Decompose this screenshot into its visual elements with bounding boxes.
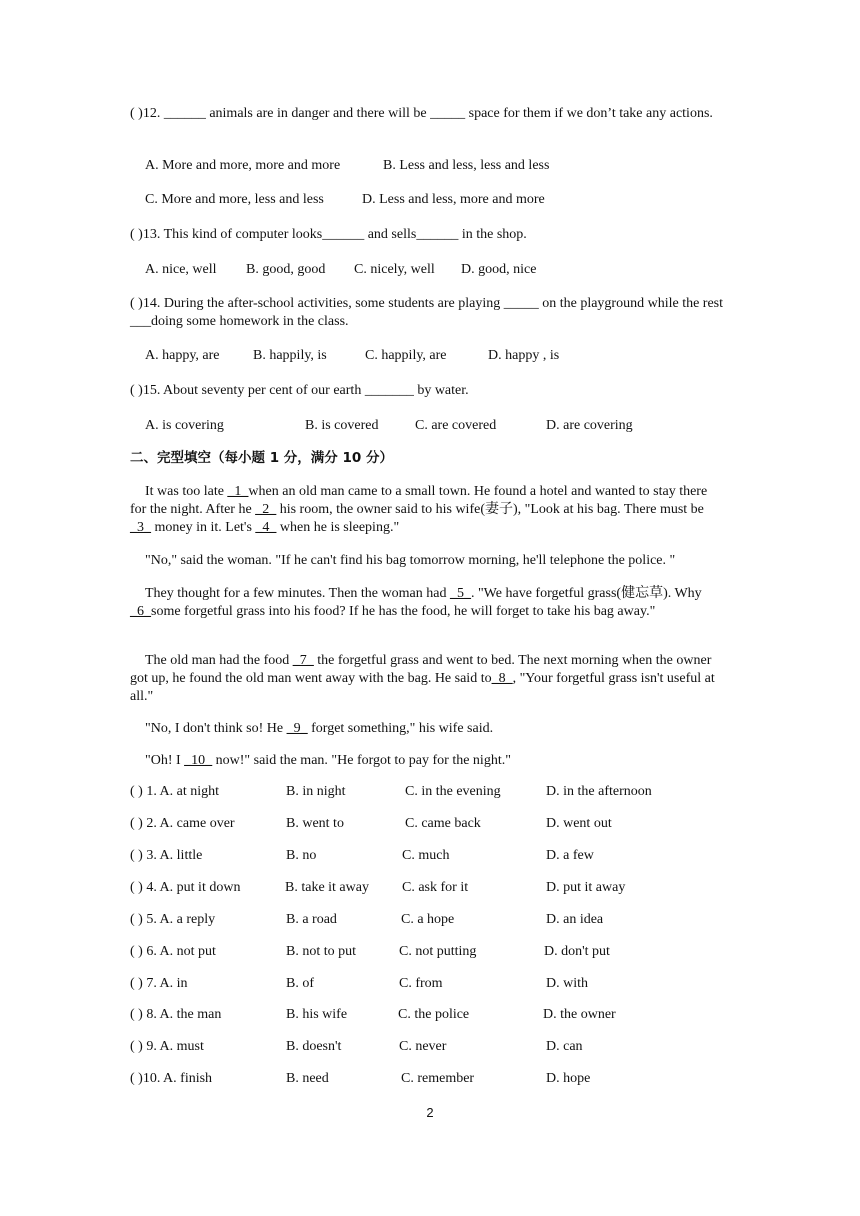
cloze-q2-option-d: D. went out bbox=[546, 816, 612, 831]
cloze-q3-option-b: B. no bbox=[286, 848, 317, 863]
cloze-q1-option-c: C. in the evening bbox=[405, 784, 501, 799]
cloze-q10-option-c: C. remember bbox=[401, 1071, 475, 1086]
q13-option-b: B. good, good bbox=[246, 262, 326, 277]
cloze-q10-option-b: B. need bbox=[286, 1071, 329, 1086]
q14-option-c: C. happily, are bbox=[365, 348, 447, 363]
q13-option-d: D. good, nice bbox=[461, 262, 537, 277]
cloze-q10-option-d: D. hope bbox=[546, 1071, 591, 1086]
q12-option-a: A. More and more, more and more bbox=[145, 158, 341, 173]
blank-6: _6_ bbox=[130, 604, 151, 619]
blank-7: _7_ bbox=[292, 653, 314, 668]
passage-text: "No, I don't think so! He bbox=[145, 721, 287, 736]
blank-5: _5_ bbox=[449, 586, 471, 601]
cloze-q9-option-c: C. never bbox=[399, 1039, 447, 1054]
question-15-stem: ( )15. About seventy per cent of our earth _______ by water. bbox=[130, 383, 469, 398]
passage-text: his room, the owner said to his wife(妻子), "Look at his bag. There must be bbox=[276, 502, 704, 517]
section-2-heading: 二、完型填空（每小题 1 分，满分 10 分） bbox=[130, 450, 393, 466]
q12-option-b: B. Less and less, less and less bbox=[383, 158, 550, 173]
passage-text: They thought for a few minutes. Then the woman had bbox=[145, 586, 450, 601]
q14-option-d: D. happy , is bbox=[488, 348, 560, 363]
cloze-q1-option-d: D. in the afternoon bbox=[546, 784, 652, 799]
cloze-q6-option-b: B. not to put bbox=[286, 944, 357, 959]
cloze-q2-option-b: B. went to bbox=[286, 816, 344, 831]
cloze-q3-option-c: C. much bbox=[402, 848, 450, 863]
blank-3: _3_ bbox=[130, 520, 151, 535]
q13-option-c: C. nicely, well bbox=[354, 262, 435, 277]
passage-paragraph-2: "No," said the woman. "If he can't find his bag tomorrow morning, he'll telephone the police. " bbox=[145, 553, 676, 568]
q13-option-a: A. nice, well bbox=[145, 262, 217, 277]
cloze-q1-option-b: B. in night bbox=[286, 784, 346, 799]
blank-8: _8_ bbox=[491, 671, 513, 686]
question-14-stem: ( )14. During the after-school activities, some students are playing _____ on the playground while the rest ___doing some homework in the class. bbox=[130, 296, 724, 329]
passage-paragraph-5 bbox=[130, 720, 725, 738]
cloze-q3-option-a: ( ) 3. A. little bbox=[130, 848, 203, 863]
cloze-q6-option-d: D. don't put bbox=[544, 944, 610, 959]
cloze-q4-option-d: D. put it away bbox=[546, 880, 626, 895]
passage-text: , "Your forgetful grass isn't useful at all." bbox=[130, 671, 715, 704]
passage-text: . "We have forgetful grass(健忘草). Why bbox=[470, 586, 702, 601]
q12-option-d: D. Less and less, more and more bbox=[362, 192, 545, 207]
q12-option-c: C. More and more, less and less bbox=[145, 192, 324, 207]
cloze-q5-option-a: ( ) 5. A. a reply bbox=[130, 912, 216, 927]
cloze-q5-option-d: D. an idea bbox=[546, 912, 604, 927]
q14-option-b: B. happily, is bbox=[253, 348, 327, 363]
blank-9: _9_ bbox=[286, 721, 308, 736]
cloze-q6-option-a: ( ) 6. A. not put bbox=[130, 944, 216, 959]
q15-option-c: C. are covered bbox=[415, 418, 497, 433]
passage-paragraph-3 bbox=[130, 585, 725, 621]
passage-text: some forgetful grass into his food? If he has the food, he will forget to take his bag away." bbox=[151, 604, 656, 619]
cloze-q7-option-a: ( ) 7. A. in bbox=[130, 976, 188, 991]
passage-paragraph-6 bbox=[130, 752, 725, 770]
blank-4: _4_ bbox=[255, 520, 277, 535]
q15-option-a: A. is covering bbox=[145, 418, 224, 433]
cloze-q7-option-d: D. with bbox=[546, 976, 588, 991]
passage-text: the forgetful grass and went to bed. The next morning when the owner got up, he found the old man went away with the bag. He said to bbox=[130, 653, 712, 686]
cloze-q8-option-c: C. the police bbox=[398, 1007, 470, 1022]
cloze-q7-option-c: C. from bbox=[399, 976, 443, 991]
passage-text: "Oh! I bbox=[145, 753, 185, 768]
passage-text: It was too late bbox=[145, 484, 228, 499]
passage-text: when an old man came to a small town. He found a hotel and wanted to stay there for the night. After he bbox=[130, 484, 708, 517]
cloze-q4-option-b: B. take it away bbox=[285, 880, 369, 895]
q15-option-b: B. is covered bbox=[305, 418, 379, 433]
question-12-stem: ( )12. ______ animals are in danger and there will be _____ space for them if we don’t take any actions. bbox=[130, 106, 713, 121]
q15-option-d: D. are covering bbox=[546, 418, 633, 433]
cloze-q4-option-c: C. ask for it bbox=[402, 880, 469, 895]
question-13-stem: ( )13. This kind of computer looks______ and sells______ in the shop. bbox=[130, 227, 527, 242]
cloze-q10-option-a: ( )10. A. finish bbox=[130, 1071, 213, 1086]
cloze-q2-option-c: C. came back bbox=[405, 816, 481, 831]
passage-text: The old man had the food bbox=[145, 653, 293, 668]
blank-10: _10_ bbox=[184, 753, 213, 768]
passage-paragraph-4 bbox=[130, 652, 725, 706]
cloze-q5-option-c: C. a hope bbox=[401, 912, 455, 927]
cloze-q7-option-b: B. of bbox=[286, 976, 314, 991]
cloze-q4-option-a: ( ) 4. A. put it down bbox=[130, 880, 241, 895]
cloze-q9-option-d: D. can bbox=[546, 1039, 583, 1054]
passage-paragraph-1 bbox=[130, 483, 725, 537]
cloze-q1-option-a: ( ) 1. A. at night bbox=[130, 784, 220, 799]
passage-text: when he is sleeping." bbox=[276, 520, 400, 535]
cloze-q6-option-c: C. not putting bbox=[399, 944, 477, 959]
cloze-q9-option-b: B. doesn't bbox=[286, 1039, 342, 1054]
cloze-q5-option-b: B. a road bbox=[286, 912, 337, 927]
cloze-q8-option-a: ( ) 8. A. the man bbox=[130, 1007, 222, 1022]
passage-text: forget something," his wife said. bbox=[307, 721, 494, 736]
cloze-q8-option-d: D. the owner bbox=[543, 1007, 616, 1022]
cloze-q8-option-b: B. his wife bbox=[286, 1007, 348, 1022]
cloze-q2-option-a: ( ) 2. A. came over bbox=[130, 816, 235, 831]
q14-option-a: A. happy, are bbox=[145, 348, 220, 363]
cloze-q9-option-a: ( ) 9. A. must bbox=[130, 1039, 204, 1054]
page-number: 2 bbox=[426, 1105, 434, 1120]
blank-1: _1_ bbox=[227, 484, 249, 499]
cloze-q3-option-d: D. a few bbox=[546, 848, 594, 863]
passage-text: money in it. Let's bbox=[151, 520, 256, 535]
blank-2: _2_ bbox=[255, 502, 277, 517]
passage-text: now!" said the man. "He forgot to pay for the night." bbox=[212, 753, 511, 768]
